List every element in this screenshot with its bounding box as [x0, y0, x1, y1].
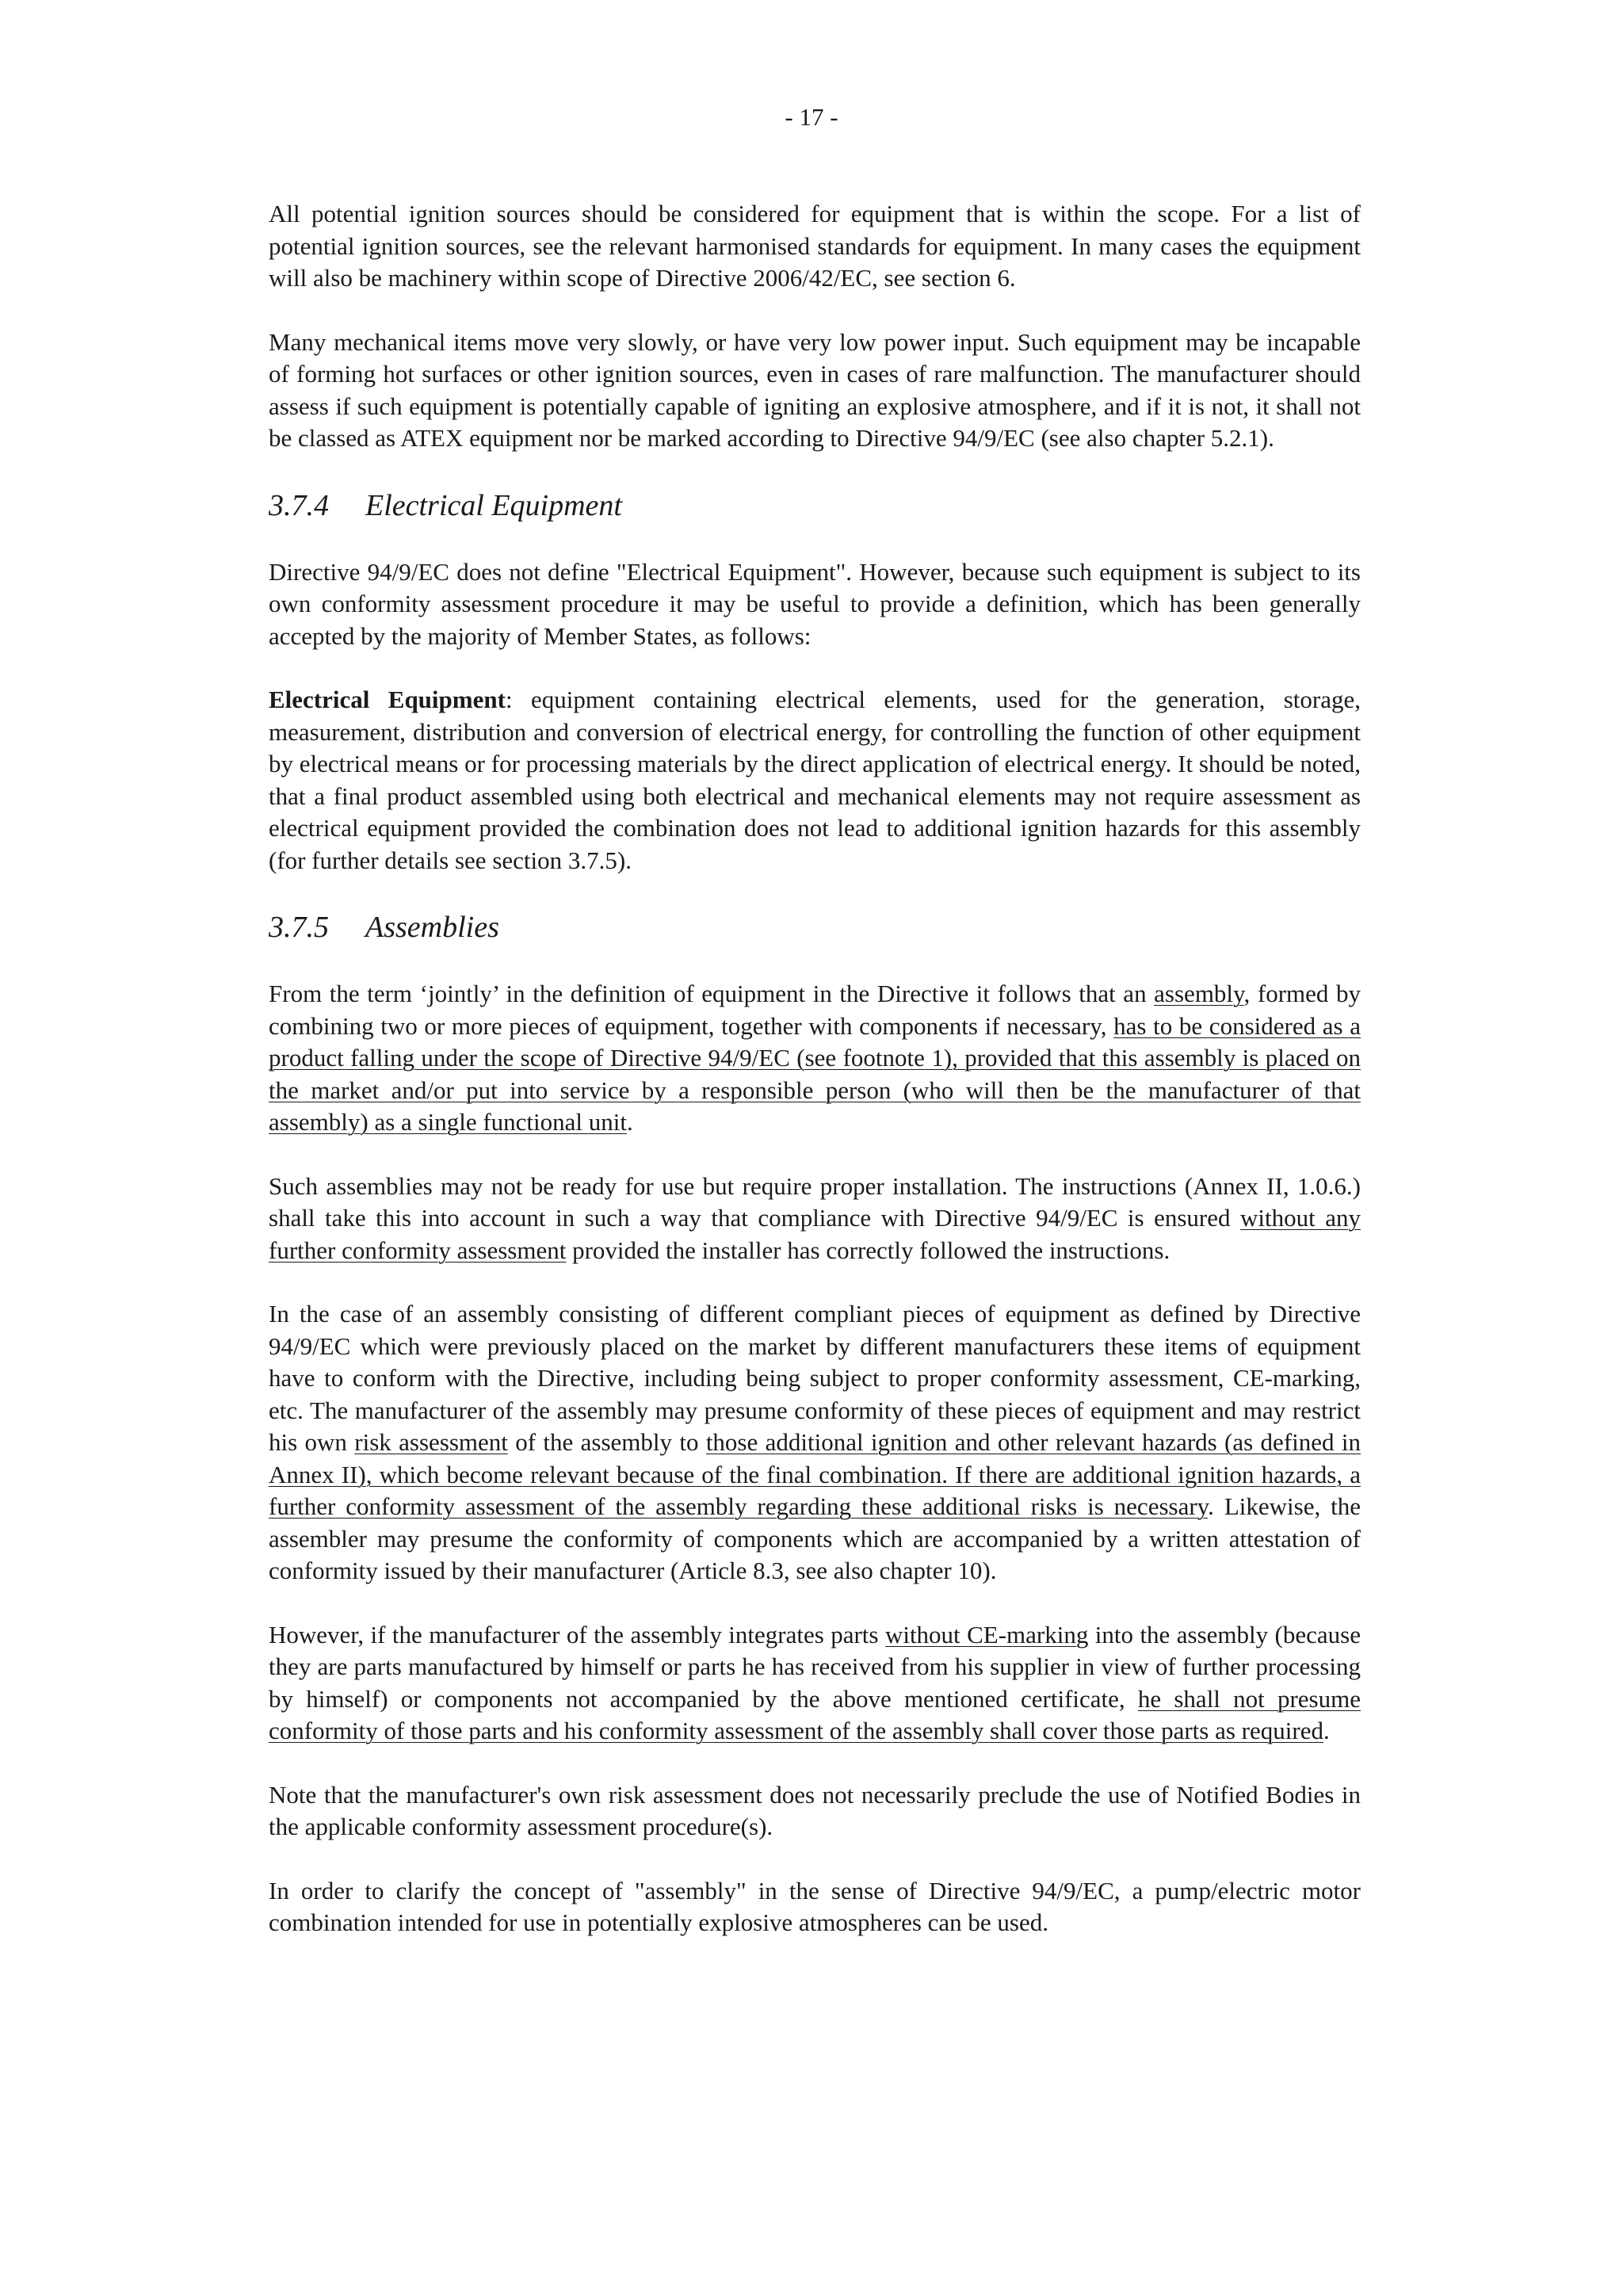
text-run: , formed by combining two or more pieces of equipment, together with components if necessary, — [269, 980, 1361, 1040]
page-number: - 17 - — [785, 103, 838, 131]
text-run: of the assembly to — [507, 1428, 706, 1456]
definition-term: Electrical Equipment — [269, 686, 506, 713]
section-title: Assemblies — [365, 911, 499, 944]
electrical-equipment-definition — [269, 684, 1361, 877]
underlined-text: assembly — [1154, 980, 1244, 1007]
underlined-text: without any further conformity assessment — [269, 1204, 1361, 1264]
assemblies-paragraph-5: Note that the manufacturer's own risk assessment does not necessarily preclude the use of Notified Bodies in the applicable conformity assessment procedure(s). — [269, 1780, 1361, 1840]
underlined-text: has to be considered as a product falling under the scope of Directive 94/9/EC (see footnote 1), provided that this assembly is placed on the market and/or put into service by a responsible person (who will then be the manufacturer of that assembly) as a single functional unit — [269, 1011, 1361, 1136]
intro-paragraph-2: Many mechanical items move very slowly, or have very low power input. Such equipment may be incapable of forming hot surfaces or other ignition sources, even in cases of rare malfunction. The manufacturer should assess if such equipment is potentially capable of igniting an explosive atmosphere, and if it is not, it shall not be classed as ATEX equipment nor be marked according to Directive 94/9/EC (see also chapter 5.2.1). — [269, 327, 1361, 452]
text-run: provided the installer has correctly followed the instructions. — [566, 1236, 1170, 1264]
underlined-text: risk assessment — [354, 1428, 508, 1456]
text-run: . — [626, 1108, 633, 1136]
assemblies-paragraph-1 — [269, 978, 1361, 1139]
text-run: Such assemblies may not be ready for use but require proper installation. The instructions (Annex II, 1.0.6.) shall take this into account in such a way that compliance with Directive 94/9/EC is ensured — [269, 1171, 1361, 1232]
section-number: 3.7.4 — [269, 488, 329, 522]
definition-text: : equipment containing electrical elements, used for the generation, storage, measurement, distribution and conversion of electrical energy, for controlling the function of other equipment by electrical means or for processing materials by the direct application of electrical energy. It should be noted, that a final product assembled using both electrical and mechanical elements may not require assessment as electrical equipment provided the combination does not lead to additional ignition hazards for this assembly (for further details see section 3.7.5). — [269, 686, 1361, 874]
assemblies-paragraph-6: In order to clarify the concept of "assembly" in the sense of Directive 94/9/EC, a pump/electric motor combination intended for use in potentially explosive atmospheres can be used. — [269, 1876, 1361, 1936]
electrical-equipment-intro: Directive 94/9/EC does not define "Electrical Equipment". However, because such equipment is subject to its own conformity assessment procedure it may be useful to provide a definition, which has been generally accepted by the majority of Member States, as follows: — [269, 557, 1361, 650]
section-title: Electrical Equipment — [365, 488, 622, 522]
text-run: . — [1323, 1717, 1330, 1744]
text-run: . Likewise, the assembler may presume the conformity of components which are accompanied by a written attestation of conformity issued by their manufacturer (Article 8.3, see also chapter 10). — [269, 1492, 1361, 1584]
text-run: However, if the manufacturer of the assembly integrates parts — [269, 1620, 885, 1648]
section-heading-3-7-4 — [269, 487, 1361, 525]
assemblies-paragraph-2 — [269, 1171, 1361, 1267]
underlined-text: those additional ignition and other relevant hazards (as defined in Annex II), which become relevant because of the final combination. If there are additional ignition hazards, a further conformity assessment of the assembly regarding these additional risks is necessary — [269, 1428, 1361, 1520]
section-heading-3-7-5 — [269, 908, 1361, 946]
text-run: In the case of an assembly consisting of different compliant pieces of equipment as defined by Directive 94/9/EC which were previously placed on the market by different manufacturers these items of equipment have to conform with the Directive, including being subject to proper conformity assessment, CE-marking, etc. The manufacturer of the assembly may presume conformity of these pieces of equipment and may restrict his own — [269, 1300, 1361, 1456]
section-number: 3.7.5 — [269, 911, 329, 944]
document-body — [269, 198, 1361, 1971]
intro-paragraph-1: All potential ignition sources should be considered for equipment that is within the scope. For a list of potential ignition sources, see the relevant harmonised standards for equipment. In many cases the equipment will also be machinery within scope of Directive 2006/42/EC, see section 6. — [269, 200, 1361, 292]
text-run: into the assembly (because they are parts manufactured by himself or parts he has received from his supplier in view of further processing by himself) or components not accompanied by the above mentioned certificate, — [269, 1620, 1361, 1713]
underlined-text: he shall not presume conformity of those parts and his conformity assessment of the assembly shall cover those parts as required — [269, 1684, 1361, 1744]
assemblies-paragraph-3 — [269, 1298, 1361, 1587]
assemblies-paragraph-4 — [269, 1619, 1361, 1748]
underlined-text: without CE-marking — [884, 1620, 1089, 1648]
text-run: From the term ‘jointly’ in the definition of equipment in the Directive it follows that an — [269, 980, 1155, 1007]
